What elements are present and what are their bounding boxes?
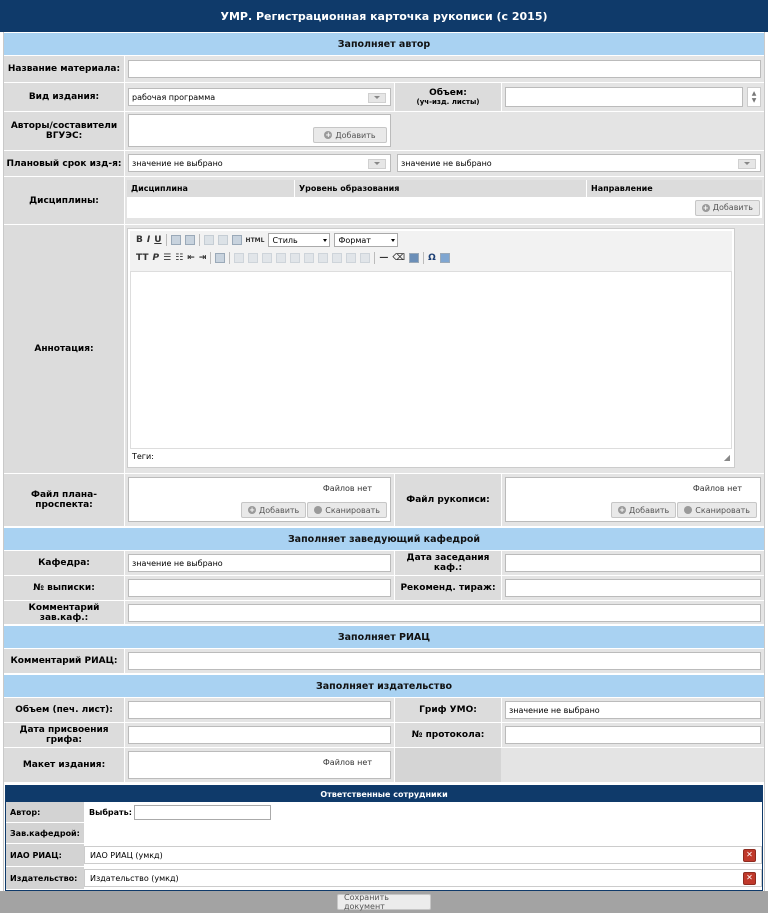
section-head: Заполняет заведующий кафедрой <box>4 527 764 551</box>
resp-publisher-value: Издательство (умкд) <box>90 873 179 883</box>
volume-stepper[interactable] <box>747 87 761 107</box>
col-after-icon[interactable] <box>318 253 328 263</box>
eraser-icon[interactable]: ⌫ <box>392 253 406 263</box>
remove-iao-icon[interactable]: ✕ <box>743 849 756 862</box>
meeting-date-input[interactable] <box>505 554 761 572</box>
cleanup-icon[interactable] <box>232 235 242 245</box>
umo-stamp-label: Гриф УМО: <box>394 698 502 722</box>
annotation-label: Аннотация: <box>4 225 125 473</box>
save-document-button[interactable]: Сохранить документ <box>337 894 431 910</box>
recommended-run-label: Рекоменд. тираж: <box>394 576 502 600</box>
edition-type-label: Вид издания: <box>4 83 125 111</box>
resp-iao-label: ИАО РИАЦ: <box>6 844 84 866</box>
editor-statusbar <box>130 448 732 463</box>
scan-icon <box>314 506 322 514</box>
disciplines-label: Дисциплины: <box>4 177 125 224</box>
head-comment-input[interactable] <box>128 604 761 622</box>
row-edition-type <box>4 83 764 112</box>
riac-comment-input[interactable] <box>128 652 761 670</box>
plan-file-label: Файл плана-проспекта: <box>4 474 125 526</box>
responsible-title: Ответственные сотрудники <box>6 786 762 802</box>
resp-author-row <box>6 802 762 823</box>
resp-iao-value: ИАО РИАЦ (умкд) <box>90 850 163 860</box>
riac-comment-label: Комментарий РИАЦ: <box>4 649 125 673</box>
row-riac-comment <box>4 649 764 674</box>
department-select[interactable]: значение не выбрано <box>128 554 391 572</box>
plus-icon: + <box>249 506 255 514</box>
unlink-icon[interactable] <box>218 235 228 245</box>
underline-icon[interactable]: U <box>154 235 162 245</box>
recommended-run-input[interactable] <box>505 579 761 597</box>
stamp-date-input[interactable] <box>128 726 391 744</box>
row-extract <box>4 576 764 601</box>
manuscript-files-none: Файлов нет <box>692 484 742 493</box>
col-education-level: Уровень образования <box>295 180 587 197</box>
link-icon[interactable] <box>204 235 214 245</box>
row-disciplines <box>4 177 764 225</box>
protocol-no-input[interactable] <box>505 726 761 744</box>
italic-icon[interactable]: I <box>146 235 151 245</box>
planned-term-select-2[interactable]: значение не выбрано <box>397 154 761 172</box>
plan-file-box <box>128 477 391 522</box>
material-name-label: Название материала: <box>4 56 125 82</box>
form <box>3 32 765 891</box>
plus-icon: + <box>325 131 332 139</box>
layout-file-box[interactable] <box>128 751 391 779</box>
paragraph-icon[interactable]: P <box>152 253 160 263</box>
remove-format-icon[interactable]: TT <box>136 253 149 263</box>
extract-no-input[interactable] <box>128 579 391 597</box>
row-material-name <box>4 56 764 83</box>
chevron-down-icon <box>368 159 386 169</box>
manuscript-file-box <box>505 477 761 522</box>
row-annotation <box>4 225 764 474</box>
resp-author-label: Автор: <box>6 802 84 822</box>
bullet-list-icon[interactable]: ☰ <box>163 253 172 263</box>
rich-text-editor <box>127 228 735 468</box>
plan-add-button[interactable]: + Добавить <box>241 502 306 518</box>
outdent-icon[interactable]: ⇤ <box>187 253 195 263</box>
resize-handle-icon[interactable]: ◢ <box>723 453 730 462</box>
col-discipline: Дисциплина <box>127 180 295 197</box>
row-after-icon[interactable] <box>276 253 286 263</box>
editor-toolbar <box>130 231 732 271</box>
layout-files-none: Файлов нет <box>322 758 372 767</box>
volume-input[interactable] <box>505 87 743 107</box>
choose-input[interactable] <box>134 805 271 820</box>
protocol-no-label: № протокола: <box>394 723 502 747</box>
chevron-down-icon <box>368 93 386 103</box>
window-title: УМР. Регистрационная карточка рукописи (с 2015) <box>0 0 768 32</box>
authors-label: Авторы/составители ВГУЭС: <box>4 112 125 150</box>
row-head-comment <box>4 601 764 625</box>
paste-word-icon[interactable] <box>185 235 195 245</box>
paste-icon[interactable] <box>171 235 181 245</box>
resp-head-row <box>6 823 762 844</box>
row-authors <box>4 112 764 151</box>
html-source-icon[interactable]: HTML <box>245 236 265 244</box>
choose-label: Выбрать: <box>89 807 132 817</box>
disciplines-body <box>127 197 762 218</box>
disciplines-add-button[interactable]: + Добавить <box>695 200 760 216</box>
resp-iao-row <box>6 844 762 867</box>
split-cells-icon[interactable] <box>346 253 356 263</box>
col-before-icon[interactable] <box>304 253 314 263</box>
tags-label: Теги: <box>132 451 154 461</box>
row-before-icon[interactable] <box>262 253 272 263</box>
indent-icon[interactable]: ⇥ <box>198 253 207 263</box>
resp-head-label: Зав.кафедрой: <box>6 823 84 843</box>
disciplines-header <box>127 180 762 197</box>
section-publisher: Заполняет издательство <box>4 674 764 698</box>
horizontal-rule-icon[interactable]: — <box>379 253 389 263</box>
stamp-date-label: Дата присвоения грифа: <box>4 723 125 747</box>
planned-term-label: Плановый срок изд-я: <box>4 151 125 176</box>
table-props-icon[interactable] <box>248 253 258 263</box>
section-author: Заполняет автор <box>4 32 764 56</box>
plan-scan-button[interactable]: Сканировать <box>307 502 387 518</box>
stepper-up-icon[interactable]: ▲ <box>751 90 757 97</box>
material-name-input[interactable] <box>128 60 761 78</box>
head-comment-label: Комментарий зав.каф.: <box>4 601 125 624</box>
meeting-date-label: Дата заседания каф.: <box>394 551 502 575</box>
umo-stamp-select[interactable]: значение не выбрано <box>505 701 761 719</box>
responsible-panel <box>5 785 763 891</box>
scan-icon <box>684 506 692 514</box>
remove-publisher-icon[interactable]: ✕ <box>743 872 756 885</box>
delete-row-icon[interactable] <box>290 253 300 263</box>
resp-publisher-label: Издательство: <box>6 867 84 889</box>
section-riac: Заполняет РИАЦ <box>4 625 764 649</box>
editor-content-area[interactable] <box>130 271 732 448</box>
delete-col-icon[interactable] <box>332 253 342 263</box>
visual-aid-icon[interactable] <box>409 253 419 263</box>
manuscript-add-button[interactable]: + Добавить <box>611 502 676 518</box>
footer-bar <box>0 891 768 913</box>
edition-type-select[interactable] <box>128 88 391 106</box>
plus-icon: + <box>702 203 709 212</box>
department-label: Кафедра: <box>4 551 125 575</box>
row-department <box>4 551 764 576</box>
extract-no-label: № выписки: <box>4 576 125 600</box>
edit-icon[interactable] <box>215 253 225 263</box>
plus-icon: + <box>619 506 625 514</box>
format-select[interactable]: Формат <box>334 233 398 247</box>
planned-term-select-1[interactable]: значение не выбрано <box>128 154 391 172</box>
authors-add-button[interactable]: + Добавить <box>313 127 387 143</box>
image-icon[interactable] <box>440 253 450 263</box>
row-planned-term <box>4 151 764 177</box>
style-select[interactable]: Стиль <box>268 233 330 247</box>
manuscript-file-label: Файл рукописи: <box>394 474 502 526</box>
print-volume-input[interactable] <box>128 701 391 719</box>
row-files <box>4 474 764 527</box>
bold-icon[interactable]: B <box>136 235 143 245</box>
print-volume-label: Объем (печ. лист): <box>4 698 125 722</box>
numbered-list-icon[interactable]: ☷ <box>175 253 184 263</box>
edition-type-value: рабочая программа <box>132 92 216 102</box>
volume-label: Объем: (уч-изд. листы) <box>394 83 502 111</box>
chevron-down-icon <box>738 159 756 169</box>
stepper-down-icon[interactable]: ▼ <box>751 97 757 104</box>
resp-publisher-row <box>6 867 762 890</box>
manuscript-scan-button[interactable]: Сканировать <box>677 502 757 518</box>
merge-cells-icon[interactable] <box>360 253 370 263</box>
col-direction: Направление <box>591 184 653 193</box>
special-char-icon[interactable]: Ω <box>428 253 436 263</box>
row-print-volume <box>4 698 764 723</box>
authors-box <box>128 114 391 147</box>
plan-files-none: Файлов нет <box>322 484 372 493</box>
row-layout <box>4 748 764 783</box>
table-icon[interactable] <box>234 253 244 263</box>
row-stamp-date <box>4 723 764 748</box>
layout-label: Макет издания: <box>4 748 125 782</box>
